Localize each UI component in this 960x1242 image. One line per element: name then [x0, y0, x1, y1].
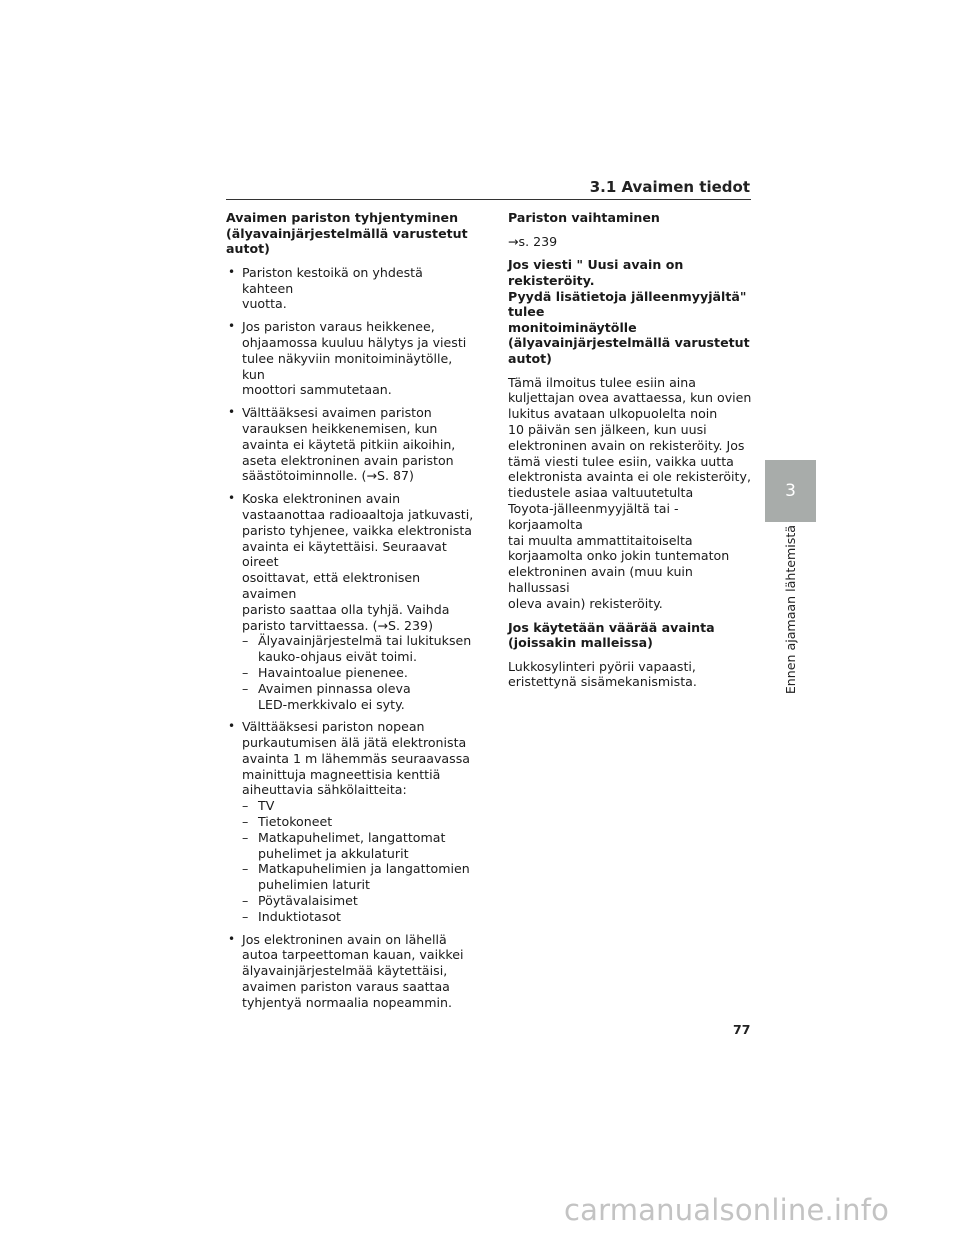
- wrong-key-heading: Jos käytetään väärää avainta (joissakin malleissa): [508, 619, 715, 651]
- bullet-text: Pariston kestoikä on yhdestä kahteen vuotta.: [242, 264, 423, 312]
- battery-replacement-reference: →s. 239: [508, 233, 558, 249]
- header-divider: [226, 199, 751, 200]
- dash-marker: –: [242, 829, 249, 845]
- bullet-marker: •: [228, 491, 236, 506]
- bullet-text: Välttääksesi avaimen pariston varauksen heikkenemisen, kun avainta ei käytetä pitkiin aikoihin, aseta elektroninen avain pariston säästötoiminnolle. (→S. 87): [242, 405, 456, 484]
- dash-marker: –: [242, 680, 249, 696]
- battery-bullet-list: [226, 265, 474, 1011]
- sub-list-item: [226, 830, 474, 862]
- bullet-item: [226, 719, 474, 924]
- sub-list-text: Matkapuhelimet, langattomat puhelimet ja akkulaturit: [258, 829, 446, 861]
- sub-list-item: [226, 665, 474, 681]
- dash-marker: –: [242, 908, 249, 924]
- battery-replacement-heading: Pariston vaihtaminen: [508, 210, 660, 225]
- page-number: 77: [733, 1022, 751, 1037]
- sub-list: [226, 633, 474, 712]
- sub-list-text: Matkapuhelimien ja langattomien puhelimien laturit: [258, 861, 470, 893]
- dash-marker: –: [242, 664, 249, 680]
- sub-list-item: [226, 909, 474, 925]
- bullet-marker: •: [228, 931, 236, 946]
- dash-marker: –: [242, 798, 249, 814]
- bullet-text: Välttääksesi pariston nopean purkautumisen älä jätä elektronista avainta 1 m lähemmäs seuraavassa mainittuja magneettisia kenttiä aiheuttavia sähkölaitteita:: [242, 719, 470, 798]
- sub-list-text: TV: [258, 798, 275, 814]
- bullet-text: Jos elektroninen avain on lähellä autoa tarpeettoman kauan, vaikkei älyavainjärjestelmää käytettäisi, avaimen pariston varaus saattaa tyhjentyä normaalia nopeammin.: [242, 931, 464, 1010]
- sub-list-text: Induktiotasot: [258, 908, 341, 924]
- sub-list-item: [226, 681, 474, 713]
- chapter-title-vertical: [765, 525, 816, 695]
- sub-list-text: Avaimen pinnassa oleva LED-merkkivalo ei syty.: [258, 680, 411, 712]
- chapter-tab: [765, 460, 816, 522]
- sub-list-item: [226, 893, 474, 909]
- new-key-message-text: Tämä ilmoitus tulee esiin aina kuljettajan ovea avattaessa, kun ovien lukitus avataan ulkopuolelta noin 10 päivän sen jälkeen, kun uusi elektroninen avain on rekisteröity. Jos tämä viesti tulee esiin, vaikka uutta elektronista avainta ei ole rekisteröity, tiedustele asiaa valtuutetulta Toyota-jälleenmyyjältä tai -korjaamolta tai muulta ammattitaitoiselta korjaamolta onko jokin tuntematon elektroninen avain (muu kuin hallussasi oleva avain) rekisteröity.: [508, 374, 752, 611]
- bullet-item: [226, 319, 474, 398]
- sub-list-item: [226, 814, 474, 830]
- sub-list-text: Älyavainjärjestelmä tai lukituksen kauko-ohjaus eivät toimi.: [258, 633, 472, 665]
- chapter-title: Ennen ajamaan lähtemistä: [783, 525, 798, 695]
- sub-list-text: Havaintoalue pienenee.: [258, 664, 408, 680]
- bullet-item: [226, 491, 474, 712]
- sub-list-item: [226, 633, 474, 665]
- bullet-item: [226, 405, 474, 484]
- sub-list-item: [226, 861, 474, 893]
- sub-list-text: Tietokoneet: [258, 814, 333, 830]
- section-title: 3.1 Avaimen tiedot: [589, 178, 750, 196]
- watermark: carmanualsonline.info: [564, 1193, 890, 1227]
- bullet-text: Jos pariston varaus heikkenee, ohjaamossa kuuluu hälytys ja viesti tulee näkyviin monitoiminäytölle, kun moottori sammutetaan.: [242, 319, 467, 398]
- new-key-message-heading: Jos viesti " Uusi avain on rekisteröity. Pyydä lisätietoja jälleenmyyjältä" tulee monitoiminäytölle (älyavainjärjestelmällä varustetut autot): [508, 257, 750, 366]
- dash-marker: –: [242, 893, 249, 909]
- sub-list-text: Pöytävalaisimet: [258, 893, 358, 909]
- chapter-number: 3: [785, 481, 796, 501]
- bullet-marker: •: [228, 264, 236, 279]
- bullet-item: [226, 932, 474, 1011]
- dash-marker: –: [242, 861, 249, 877]
- bullet-item: [226, 265, 474, 312]
- right-column: [508, 210, 753, 698]
- dash-marker: –: [242, 633, 249, 649]
- dash-marker: –: [242, 814, 249, 830]
- bullet-marker: •: [228, 405, 236, 420]
- sub-list: [226, 798, 474, 924]
- left-column: [226, 210, 474, 1018]
- wrong-key-text: Lukkosylinteri pyörii vapaasti, eristettynä sisämekanismista.: [508, 658, 697, 690]
- battery-heading: Avaimen pariston tyhjentyminen (älyavainjärjestelmällä varustetut autot): [226, 210, 468, 257]
- bullet-marker: •: [228, 319, 236, 334]
- bullet-text: Koska elektroninen avain vastaanottaa radioaaltoja jatkuvasti, paristo tyhjenee, vaikka elektronista avainta ei käytettäisi. Seuraavat oireet osoittavat, että elektronisen avaimen paristo saattaa olla tyhjä. Vaihda paristo tarvittaessa. (→S. 239): [242, 491, 474, 633]
- sub-list-item: [226, 798, 474, 814]
- bullet-marker: •: [228, 719, 236, 734]
